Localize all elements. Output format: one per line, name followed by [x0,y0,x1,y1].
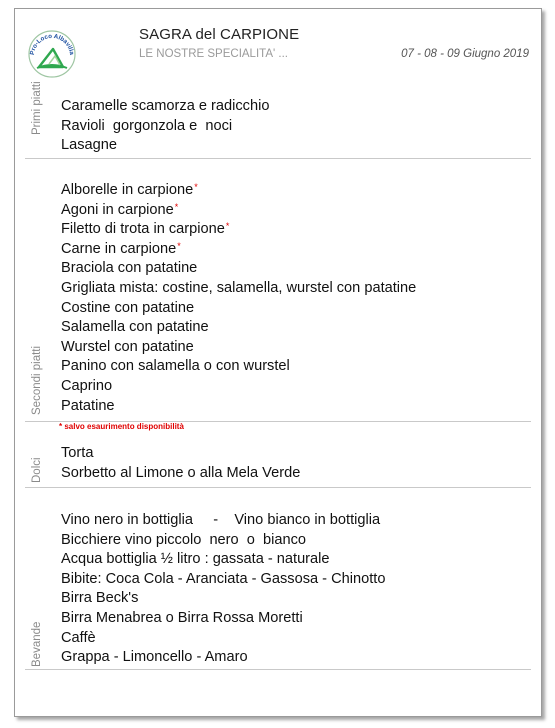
bevande-list [61,511,385,668]
menu-item: Grigliata mista: costine, salamella, wurstel con patatine [61,279,417,296]
menu-item [61,201,416,221]
menu-item: Salamella con patatine [61,319,209,336]
event-dates: 07 - 08 - 09 Giugno 2019 [401,48,529,60]
menu-item: Torta [61,445,94,461]
menu-item: Vino nero in bottiglia - Vino bianco in bottiglia [61,512,381,528]
event-subtitle: LE NOSTRE SPECIALITA' ... [139,48,288,60]
menu-item: Bicchiere vino piccolo nero o bianco [61,531,306,548]
section-label-primi: Primi piatti [31,81,43,135]
menu-item-text: Agoni in carpione [61,201,174,218]
primi-list [61,97,269,156]
menu-item: Caramelle scamorza e radicchio [61,98,270,114]
menu-sheet [14,8,542,717]
menu-item: Birra Beck's [61,590,139,607]
menu-item: Panino con salamella o con wurstel [61,358,290,375]
section-divider [25,158,531,159]
menu-item: Caffè [61,629,96,646]
menu-item: Wurstel con patatine [61,338,194,355]
pro-loco-logo [27,29,77,79]
availability-star: * [194,182,198,192]
menu-item [61,240,416,260]
menu-item: Birra Menabrea o Birra Rossa Moretti [61,609,303,626]
menu-item: Costine con patatine [61,299,195,316]
secondi-list [61,181,416,416]
availability-star: * [225,221,230,232]
menu-item: Patatine [61,397,115,414]
availability-note: * salvo esaurimento disponibilità [59,422,184,431]
menu-item: Sorbetto al Limone o alla Mela Verde [61,464,301,481]
menu-item: Ravioli gorgonzola e noci [61,117,233,134]
svg-text:Pro-Loco Albavilla: Pro-Loco Albavilla [28,32,76,56]
menu-item [61,220,416,240]
menu-item: Bibite: Coca Cola - Aranciata - Gassosa - Chinotto [61,570,386,587]
section-divider [25,669,531,670]
section-label-secondi: Secondi piatti [31,345,43,415]
menu-item-text: Alborelle in carpione [61,182,194,198]
menu-item [61,181,416,201]
menu-item-text: Filetto di trota in carpione [61,221,225,238]
section-label-bevande: Bevande [31,621,43,667]
menu-item: Grappa - Limoncello - Amaro [61,649,248,666]
section-divider [25,487,531,488]
menu-item: Caprino [61,377,113,394]
section-label-dolci: Dolci [31,457,43,483]
availability-star: * [177,240,181,251]
event-title: SAGRA del CARPIONE [139,26,300,43]
menu-item: Acqua bottiglia ½ litro : gassata - naturale [61,551,330,568]
menu-item: Braciola con patatine [61,260,198,277]
availability-star: * [174,201,179,212]
menu-item-text: Carne in carpione [61,240,177,257]
menu-item: Lasagne [61,137,117,154]
dolci-list [61,444,300,483]
